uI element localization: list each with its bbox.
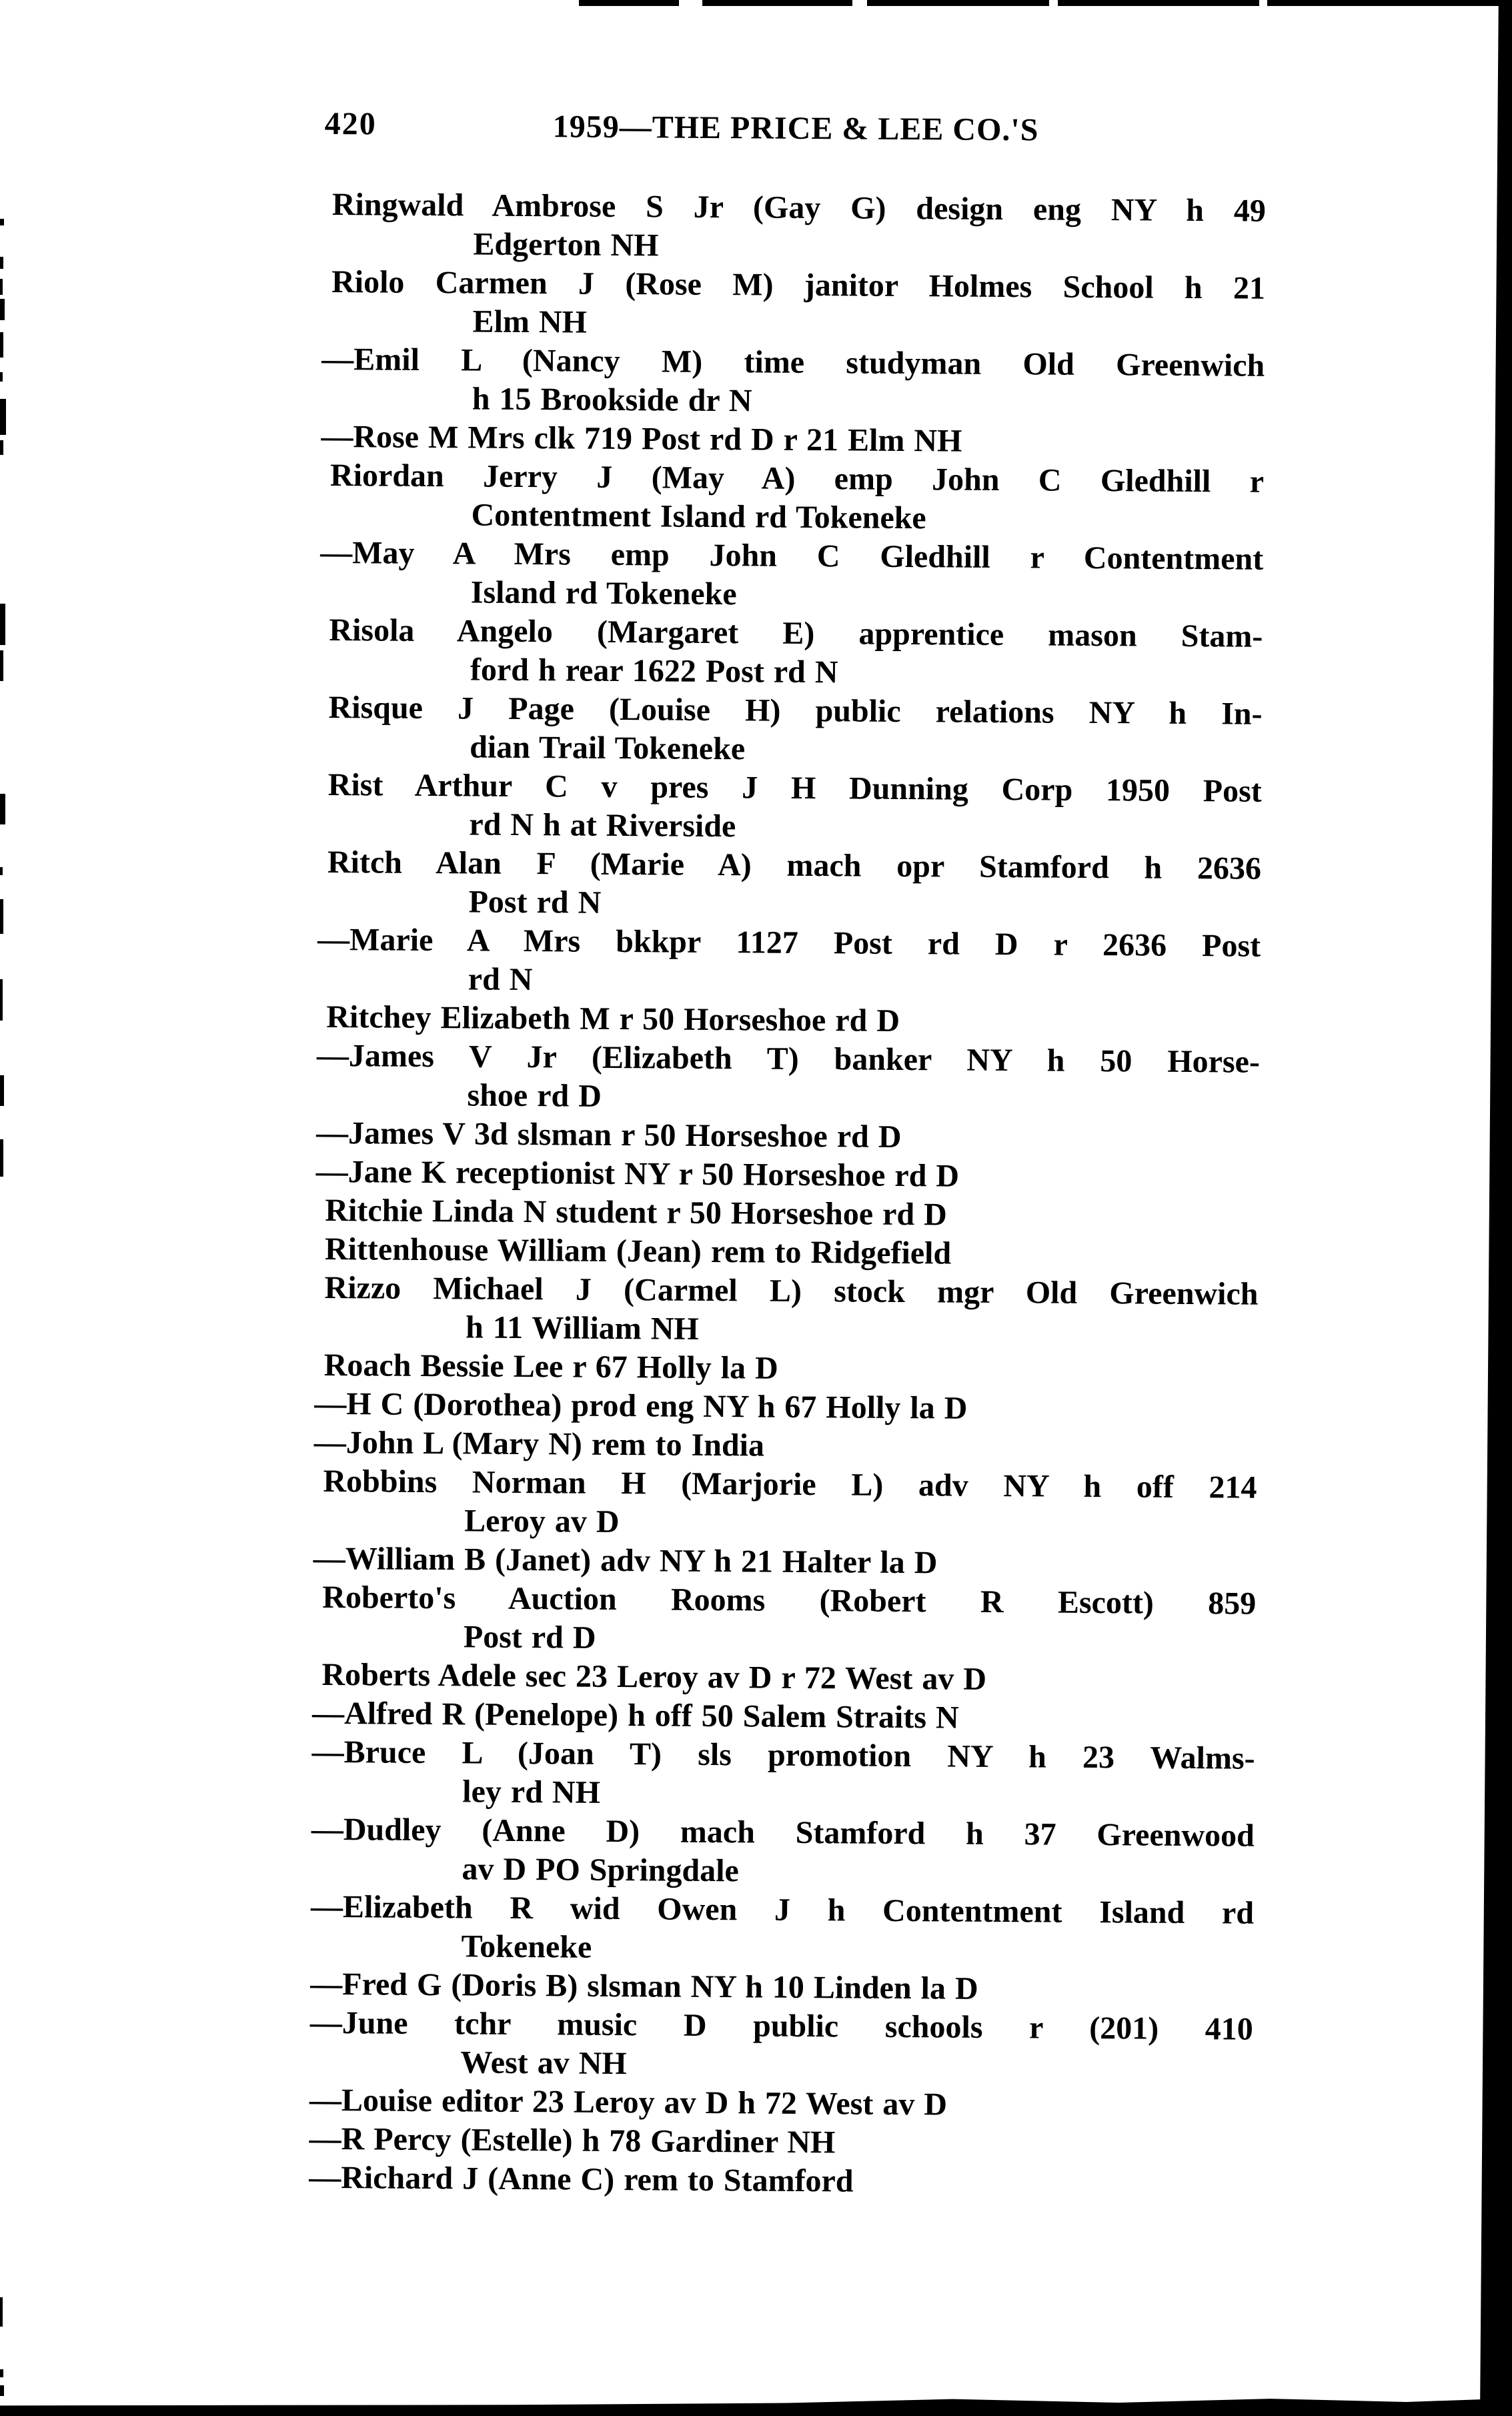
entry-first-line: Robbins Norman H (Marjorie L) adv NY h off 214 bbox=[323, 1463, 1257, 1505]
directory-entry bbox=[309, 2081, 1253, 2127]
entry-first-line: —William B (Janet) adv NY h 21 Halter la D bbox=[313, 1540, 938, 1581]
entry-continuation-line: av D PO Springdale bbox=[462, 1851, 740, 1889]
directory-entry bbox=[327, 766, 1262, 850]
entry-first-line: —John L (Mary N) rem to India bbox=[313, 1424, 765, 1463]
entry-first-line: Ritchey Elizabeth M r 50 Horseshoe rd D bbox=[326, 999, 900, 1039]
entry-first-line: —James V 3d slsman r 50 Horseshoe rd D bbox=[315, 1115, 902, 1155]
directory-entry bbox=[311, 1733, 1255, 1817]
entry-first-line: Roach Bessie Lee r 67 Holly la D bbox=[323, 1347, 778, 1386]
scan-artifact-left-mark bbox=[0, 979, 3, 1021]
entry-first-line: —Jane K receptionist NY r 50 Horseshoe rd D bbox=[315, 1153, 960, 1194]
entry-continuation-line: h 15 Brookside dr N bbox=[472, 381, 752, 419]
scan-artifact-left-mark bbox=[0, 604, 5, 645]
entry-first-line: —Fred G (Doris B) slsman NY h 10 Linden la D bbox=[310, 1966, 978, 2006]
entry-first-line: Risque J Page (Louise H) public relations NY h In- bbox=[328, 689, 1263, 732]
directory-entry bbox=[317, 921, 1261, 1005]
entry-first-line: Rittenhouse William (Jean) rem to Ridgefield bbox=[324, 1231, 952, 1271]
directory-entry bbox=[323, 1462, 1257, 1546]
entry-continuation-line: West av NH bbox=[460, 2044, 627, 2082]
directory-entry bbox=[327, 843, 1261, 927]
scan-artifact-left-mark bbox=[0, 1075, 4, 1106]
entry-continuation-line: Elm NH bbox=[472, 304, 588, 340]
directory-entry bbox=[325, 1191, 1259, 1237]
directory-entry bbox=[320, 534, 1264, 618]
scan-artifact-left-mark bbox=[0, 399, 6, 435]
entry-continuation-line: Edgerton NH bbox=[473, 226, 659, 263]
directory-entry bbox=[315, 1114, 1259, 1159]
entry-first-line: Riordan Jerry J (May A) emp John C Gledhill r bbox=[329, 457, 1265, 500]
entry-continuation-line: rd N h at Riverside bbox=[469, 806, 736, 844]
entry-first-line: —Alfred R (Penelope) h off 50 Salem Straits N bbox=[311, 1695, 959, 1736]
directory-entry bbox=[324, 1346, 1258, 1391]
scan-artifact-left-mark bbox=[0, 899, 3, 934]
directory-entry bbox=[328, 688, 1263, 772]
entry-first-line: —Rose M Mrs clk 719 Post rd D r 21 Elm NH bbox=[321, 418, 962, 459]
scan-artifact-left-mark bbox=[0, 2385, 4, 2396]
entry-continuation-line: shoe rd D bbox=[467, 1077, 602, 1114]
directory-entry bbox=[310, 1965, 1253, 2010]
entry-continuation-line: ford h rear 1622 Post rd N bbox=[470, 652, 838, 690]
entry-first-line: Rizzo Michael J (Carmel L) stock mgr Old Greenwich bbox=[324, 1269, 1259, 1312]
directory-entry bbox=[309, 2004, 1253, 2088]
directory-entry bbox=[316, 1037, 1261, 1121]
directory-entry bbox=[311, 1694, 1255, 1740]
directory-entry bbox=[314, 1385, 1257, 1430]
directory-entry bbox=[315, 1153, 1259, 1198]
entry-continuation-line: Leroy av D bbox=[464, 1503, 620, 1540]
entry-first-line: Roberto's Auction Rooms (Robert R Escott) 859 bbox=[322, 1579, 1257, 1622]
entry-first-line: Roberts Adele sec 23 Leroy av D r 72 West av D bbox=[321, 1656, 987, 1697]
directory-entry bbox=[326, 998, 1260, 1043]
directory-entry bbox=[324, 1269, 1259, 1353]
entry-continuation-line: Contentment Island rd Tokeneke bbox=[471, 497, 926, 536]
entry-first-line: —Emil L (Nancy M) time studyman Old Greenwich bbox=[321, 341, 1265, 384]
entry-first-line: —James V Jr (Elizabeth T) banker NY h 50 Horse- bbox=[316, 1037, 1261, 1080]
entry-continuation-line: h 11 William NH bbox=[465, 1309, 699, 1347]
scan-artifact-left-mark bbox=[0, 1139, 3, 1177]
directory-entry bbox=[309, 2120, 1252, 2165]
scan-artifact-left-mark bbox=[0, 332, 3, 358]
directory-entry bbox=[309, 2159, 1252, 2204]
entry-first-line: Rist Arthur C v pres J H Dunning Corp 1950 Post bbox=[327, 766, 1262, 809]
entry-first-line: —June tchr music D public schools r (201) 410 bbox=[309, 2004, 1253, 2047]
entry-continuation-line: dian Trail Tokeneke bbox=[470, 729, 746, 767]
scan-artifact-left-mark bbox=[0, 372, 3, 382]
scan-artifact-left-mark bbox=[0, 440, 3, 455]
entry-first-line: —Bruce L (Joan T) sls promotion NY h 23 Walms- bbox=[311, 1734, 1255, 1776]
entry-first-line: —Louise editor 23 Leroy av D h 72 West av D bbox=[309, 2082, 948, 2123]
scan-artifact-left-mark bbox=[0, 219, 4, 225]
directory-entry bbox=[331, 185, 1266, 269]
entry-first-line: Risola Angelo (Margaret E) apprentice mason Stam- bbox=[329, 612, 1263, 654]
entry-continuation-line: rd N bbox=[468, 961, 533, 998]
directory-entry bbox=[313, 1540, 1256, 1585]
scan-artifact-left-mark bbox=[0, 794, 5, 824]
directory-entry bbox=[322, 1578, 1257, 1662]
scan-artifact-left-mark bbox=[0, 257, 3, 269]
entry-first-line: Ritchie Linda N student r 50 Horseshoe rd D bbox=[325, 1192, 947, 1233]
directory-entry bbox=[321, 418, 1264, 463]
scan-artifact-left-mark bbox=[0, 650, 3, 681]
directory-entry bbox=[329, 456, 1264, 540]
directory-entry bbox=[331, 263, 1265, 347]
directory-entry bbox=[310, 1888, 1255, 1972]
scan-artifact-left-mark bbox=[0, 299, 5, 320]
scan-artifact-right-edge bbox=[1480, 0, 1512, 2416]
page-number: 420 bbox=[324, 105, 377, 142]
entry-continuation-line: Tokeneke bbox=[461, 1928, 592, 1965]
entry-first-line: —Marie A Mrs bkkpr 1127 Post rd D r 2636 Post bbox=[317, 921, 1261, 964]
scan-artifact-left-mark bbox=[0, 2297, 3, 2327]
entry-first-line: —Richard J (Anne C) rem to Stamford bbox=[309, 2159, 854, 2199]
page-title: 1959—THE PRICE & LEE CO.'S bbox=[552, 109, 1039, 148]
page-content bbox=[309, 0, 1267, 2416]
entry-first-line: —R Percy (Estelle) h 78 Gardiner NH bbox=[309, 2121, 836, 2161]
directory-entry bbox=[325, 1230, 1259, 1275]
entry-first-line: —Dudley (Anne D) mach Stamford h 37 Greenwood bbox=[311, 1811, 1255, 1854]
scan-artifact-left-mark bbox=[0, 279, 3, 295]
scan-artifact-left-mark bbox=[0, 867, 3, 875]
entry-first-line: —H C (Dorothea) prod eng NY h 67 Holly la D bbox=[314, 1385, 968, 1426]
entry-continuation-line: Post rd N bbox=[468, 884, 602, 921]
directory-entry bbox=[311, 1810, 1255, 1894]
page-header bbox=[324, 104, 1266, 157]
entry-first-line: Riolo Carmen J (Rose M) janitor Holmes School h 21 bbox=[331, 263, 1266, 306]
directory-entry bbox=[321, 340, 1265, 424]
entry-first-line: —May A Mrs emp John C Gledhill r Contentment bbox=[320, 534, 1264, 577]
directory-entry bbox=[321, 1656, 1255, 1701]
entry-continuation-line: Post rd D bbox=[463, 1619, 596, 1656]
entry-first-line: Ringwald Ambrose S Jr (Gay G) design eng NY h 49 bbox=[331, 186, 1267, 229]
directory-listing bbox=[309, 185, 1267, 2204]
entry-continuation-line: Island rd Tokeneke bbox=[470, 574, 737, 612]
entry-continuation-line: ley rd NH bbox=[462, 1774, 601, 1810]
directory-entry bbox=[329, 611, 1263, 695]
directory-entry bbox=[313, 1423, 1257, 1469]
entry-first-line: Ritch Alan F (Marie A) mach opr Stamford h 2636 bbox=[327, 844, 1262, 886]
entry-first-line: —Elizabeth R wid Owen J h Contentment Island rd bbox=[310, 1888, 1255, 1931]
scan-artifact-left-mark bbox=[0, 2369, 3, 2377]
